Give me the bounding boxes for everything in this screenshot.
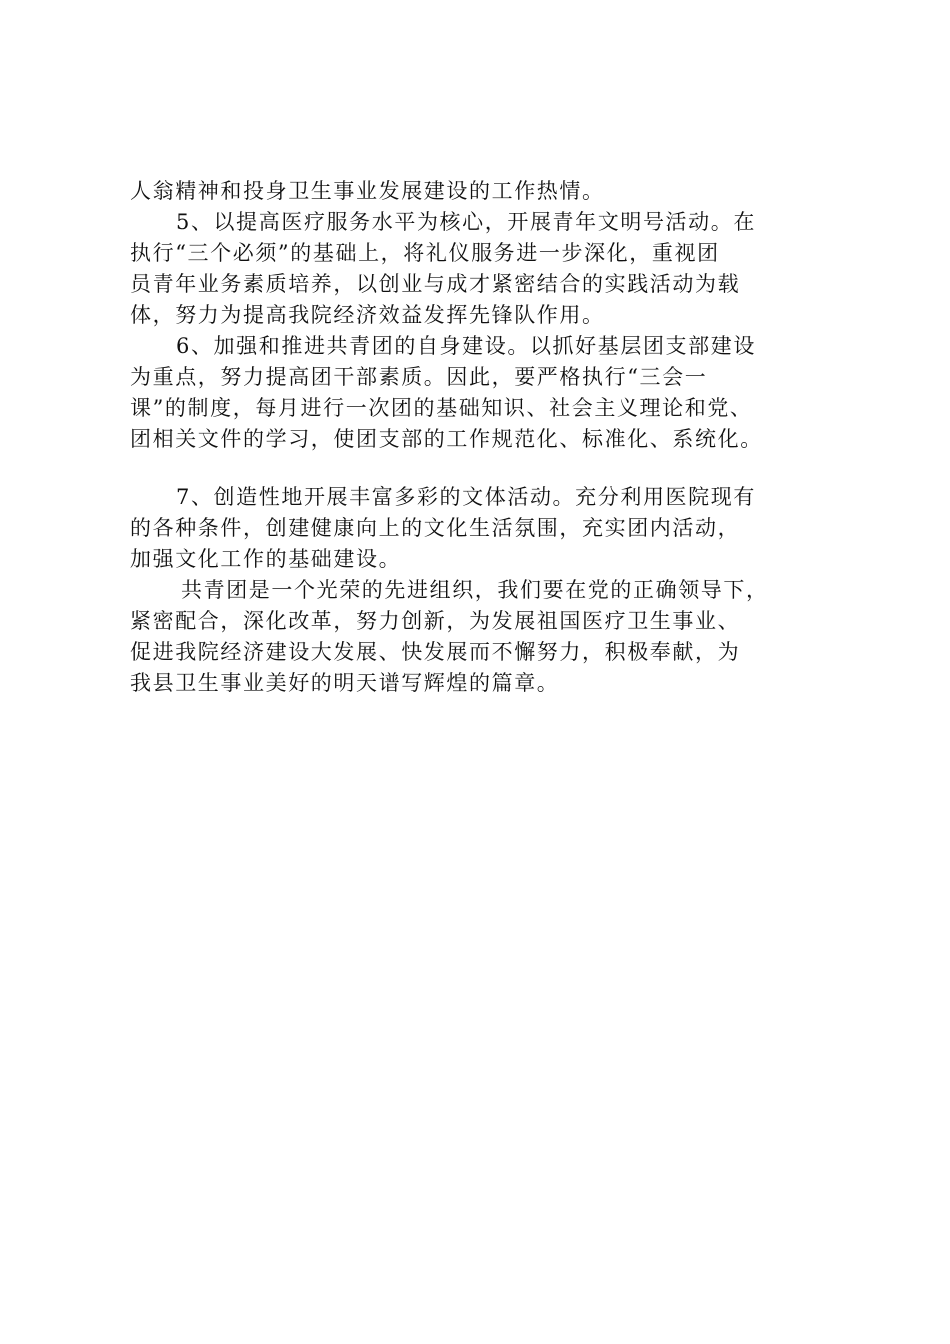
text-line: 为重点，努力提高团干部素质。因此，要严格执行“三会一 — [130, 365, 708, 389]
text-line: 体，努力为提高我院经济效益发挥先锋队作用。 — [130, 303, 605, 327]
text-line: 我县卫生事业美好的明天谱写辉煌的篇章。 — [130, 671, 560, 695]
text-line: 促进我院经济建设大发展、快发展而不懈努力，积极奉献，为 — [130, 640, 741, 664]
text-line: 紧密配合，深化改革，努力创新，为发展祖国医疗卫生事业、 — [130, 609, 741, 633]
text-line: 共青团是一个光荣的先进组织，我们要在党的正确领导下， — [181, 578, 769, 602]
text-line: 7、创造性地开展丰富多彩的文体活动。充分利用医院现有 — [176, 485, 756, 509]
text-line: 的各种条件，创建健康向上的文化生活氛围，充实团内活动， — [130, 516, 741, 540]
text-line: 加强文化工作的基础建设。 — [130, 547, 402, 571]
text-line: 5、以提高医疗服务水平为核心，开展青年文明号活动。在 — [176, 210, 756, 234]
text-line: 课”的制度，每月进行一次团的基础知识、社会主义理论和党、 — [130, 396, 753, 420]
text-line: 6、加强和推进共青团的自身建设。以抓好基层团支部建设 — [176, 334, 756, 358]
text-line: 团相关文件的学习，使团支部的工作规范化、标准化、系统化。 — [130, 427, 763, 451]
text-line: 员青年业务素质培养，以创业与成才紧密结合的实践活动为载 — [130, 272, 741, 296]
text-line: 人翁精神和投身卫生事业发展建设的工作热情。 — [130, 179, 605, 203]
text-line: 执行“三个必须”的基础上，将礼仪服务进一步深化，重视团 — [130, 241, 720, 265]
